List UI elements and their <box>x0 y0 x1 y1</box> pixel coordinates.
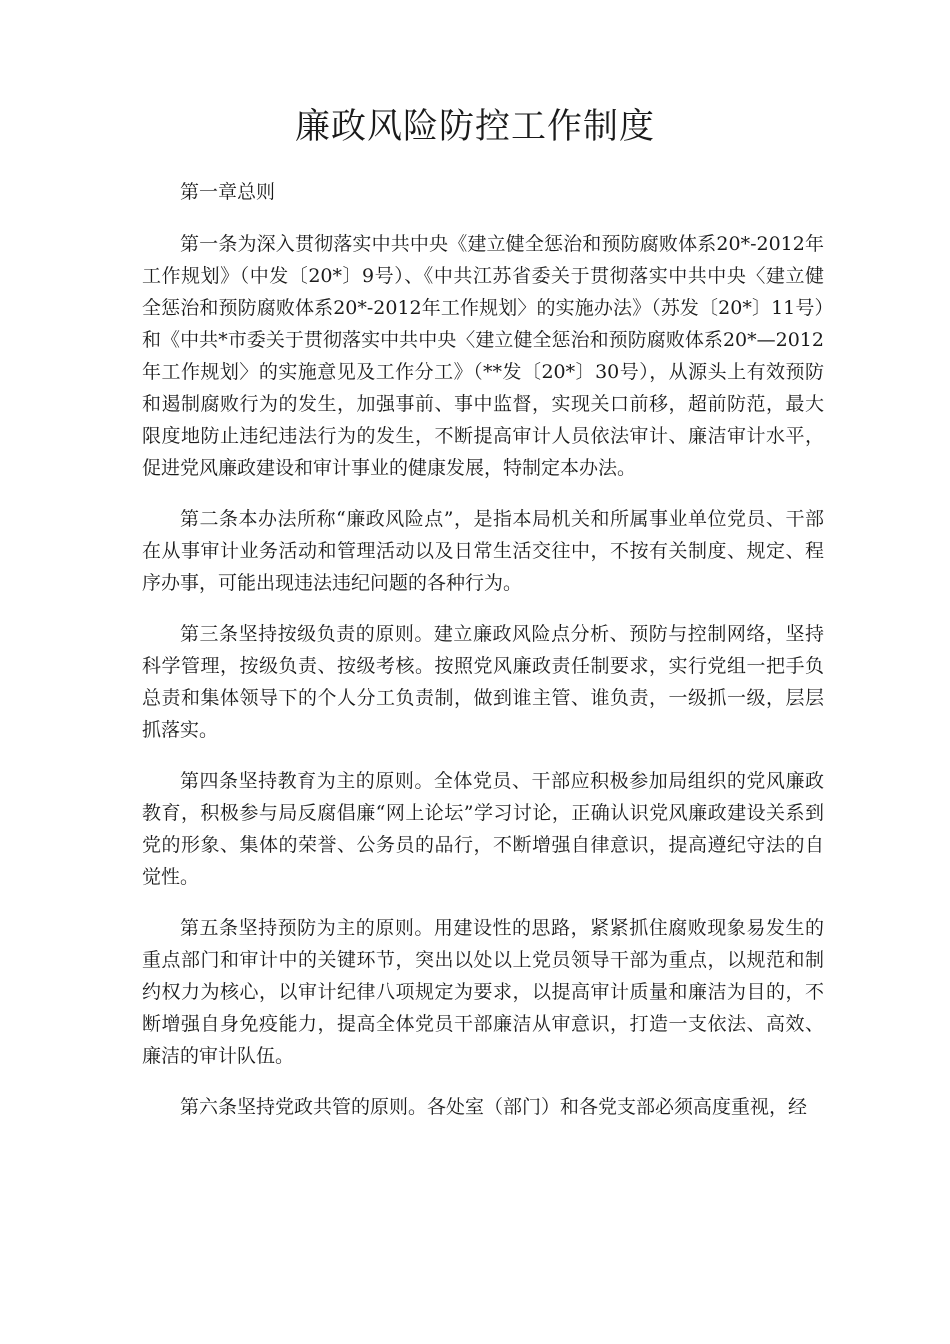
document-title: 廉政风险防控工作制度 <box>294 107 655 147</box>
article-2: 第二条本办法所称“廉政风险点”，是指本局机关和所属事业单位党员、干部在从事审计业务活动和管理活动以及日常生活交往中，不按有关制度、规定、程序办事，可能出现违法违纪问题的各种行为。 <box>142 508 824 594</box>
article-4: 第四条坚持教育为主的原则。全体党员、干部应积极参加局组织的党风廉政教育，积极参与局反腐倡廉“网上论坛”学习讨论，正确认识党风廉政建设关系到党的形象、集体的荣誉、公务员的品行，不断增强自律意识，提高遵纪守法的自觉性。 <box>142 770 824 888</box>
document-body <box>142 176 824 1142</box>
article-6: 第六条坚持党政共管的原则。各处室（部门）和各党支部必须高度重视，经 <box>180 1096 808 1118</box>
article-5: 第五条坚持预防为主的原则。用建设性的思路，紧紧抓住腐败现象易发生的重点部门和审计中的关键环节，突出以处以上党员领导干部为重点，以规范和制约权力为核心，以审计纪律八项规定为要求，以提高审计质量和廉洁为目的，不断增强自身免疫能力，提高全体党员干部廉洁从审意识，打造一支依法、高效、廉洁的审计队伍。 <box>142 917 824 1067</box>
chapter-heading: 第一章总则 <box>180 181 276 203</box>
article-3: 第三条坚持按级负责的原则。建立廉政风险点分析、预防与控制网络，坚持科学管理，按级负责、按级考核。按照党风廉政责任制要求，实行党组一把手负总责和集体领导下的个人分工负责制，做到谁主管、谁负责，一级抓一级，层层抓落实。 <box>142 623 824 741</box>
article-1: 第一条为深入贯彻落实中共中央《建立健全惩治和预防腐败体系20*-2012年工作规划》（中发〔20*〕9号）、《中共江苏省委关于贯彻落实中共中央〈建立健全惩治和预防腐败体系20*-2012年工作规划〉的实施办法》（苏发〔20*〕11号）和《中共*市委关于贯彻落实中共中央〈建立健全惩治和预防腐败体系20*—2012年工作规划〉的实施意见及工作分工》（**发〔20*〕30号），从源头上有效预防和遏制腐败行为的发生，加强事前、事中监督，实现关口前移，超前防范，最大限度地防止违纪违法行为的发生，不断提高审计人员依法审计、廉洁审计水平，促进党风廉政建设和审计事业的健康发展，特制定本办法。 <box>142 233 824 479</box>
